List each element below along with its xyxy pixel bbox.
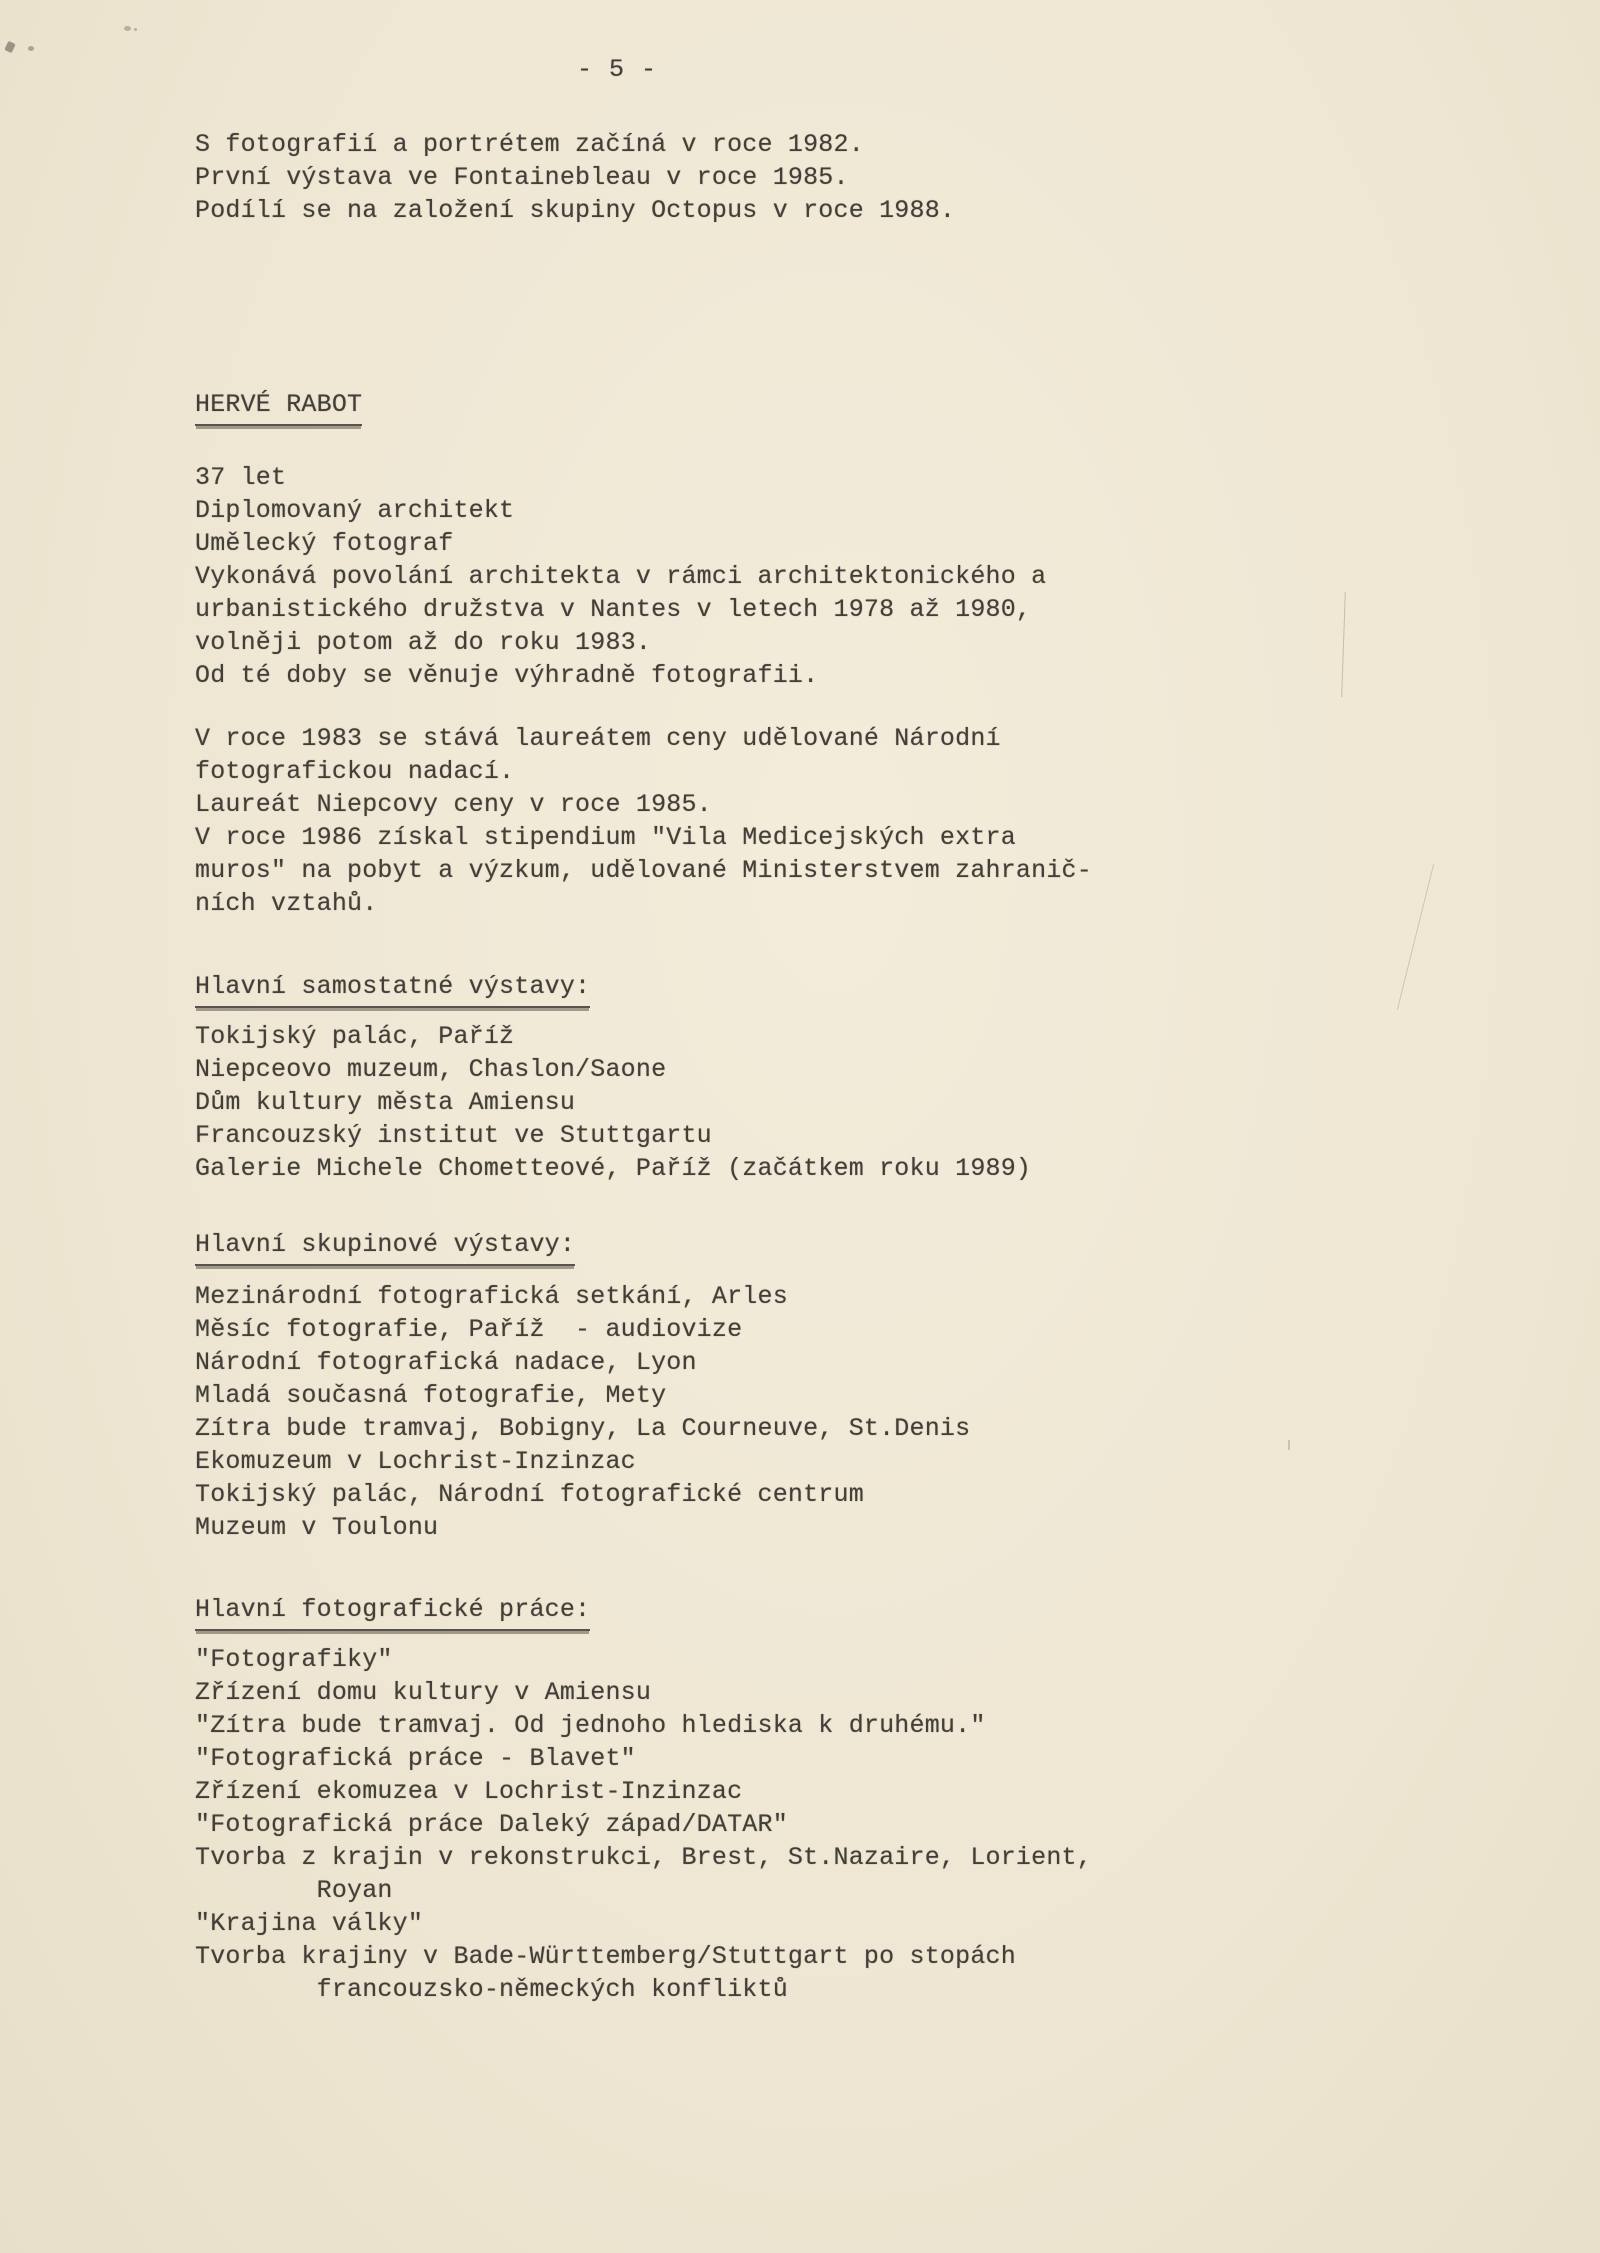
bio-paragraph [195,461,1046,692]
list-item: Francouzský institut ve Stuttgartu [195,1121,712,1150]
profile-heading: HERVÉ RABOT [195,388,362,426]
bio-line: Od té doby se věnuje výhradně fotografii. [195,661,819,690]
section-group-exhibitions-title-wrap [195,1228,575,1266]
intro-line: První výstava ve Fontainebleau v roce 1985. [195,163,849,192]
awards-line: V roce 1986 získal stipendium "Vila Medicejských extra [195,823,1016,852]
paper-crease [1341,592,1346,697]
awards-line: muros" na pobyt a výzkum, udělované Ministerstvem zahranič- [195,856,1092,885]
list-item: Národní fotografická nadace, Lyon [195,1348,697,1377]
list-item: Tokijský palác, Paříž [195,1022,515,1051]
paper-speck [124,26,131,31]
awards-paragraph [195,722,1092,920]
list-item: Mezinárodní fotografická setkání, Arles [195,1282,788,1311]
bio-line: volněji potom až do roku 1983. [195,628,652,657]
list-item: Royan [195,1876,393,1905]
section-solo-exhibitions-title-wrap [195,970,590,1008]
bio-line: Vykonává povolání architekta v rámci architektonického a [195,562,1047,591]
list-item: "Fotografická práce Daleký západ/DATAR" [195,1810,788,1839]
bio-line: Diplomovaný architekt [195,496,515,525]
list-item: Mladá současná fotografie, Mety [195,1381,667,1410]
section-solo-exhibitions-list [195,1020,1031,1185]
list-item: Tvorba krajiny v Bade-Württemberg/Stuttgart po stopách [195,1942,1016,1971]
awards-line: Laureát Niepcovy ceny v roce 1985. [195,790,712,819]
list-item: "Fotografická práce - Blavet" [195,1744,636,1773]
list-item: Zřízení domu kultury v Amiensu [195,1678,652,1707]
paper-crease [1288,1440,1290,1450]
list-item: Zítra bude tramvaj, Bobigny, La Courneuve, St.Denis [195,1414,971,1443]
list-item: Ekomuzeum v Lochrist-Inzinzac [195,1447,636,1476]
list-item: Tvorba z krajin v rekonstrukci, Brest, St.Nazaire, Lorient, [195,1843,1092,1872]
bio-line: 37 let [195,463,287,492]
list-item: "Fotografiky" [195,1645,393,1674]
list-item: "Krajina války" [195,1909,424,1938]
profile-heading-wrap [195,388,362,426]
list-item: Měsíc fotografie, Paříž - audiovize [195,1315,743,1344]
bio-line: Umělecký fotograf [195,529,454,558]
list-item: Zřízení ekomuzea v Lochrist-Inzinzac [195,1777,743,1806]
intro-line: S fotografií a portrétem začíná v roce 1982. [195,130,864,159]
awards-line: V roce 1983 se stává laureátem ceny udělované Národní [195,724,1001,753]
section-group-exhibitions-list [195,1280,970,1544]
section-solo-exhibitions-title: Hlavní samostatné výstavy: [195,970,590,1008]
awards-line: ních vztahů. [195,889,378,918]
paper-speck [28,46,34,51]
list-item: Galerie Michele Chometteové, Paříž (začátkem roku 1989) [195,1154,1032,1183]
list-item: Muzeum v Toulonu [195,1513,439,1542]
paper-speck [4,41,15,53]
page-number: - 5 - [577,55,658,84]
section-photographic-works-title: Hlavní fotografické práce: [195,1593,590,1631]
list-item: francouzsko-německých konfliktů [195,1975,788,2004]
list-item: Tokijský palác, Národní fotografické centrum [195,1480,864,1509]
list-item: Niepceovo muzeum, Chaslon/Saone [195,1055,667,1084]
intro-paragraph [195,128,955,227]
section-photographic-works-list [195,1643,1092,2006]
list-item: Dům kultury města Amiensu [195,1088,576,1117]
paper-crease [1397,864,1434,1010]
list-item: "Zítra bude tramvaj. Od jednoho hlediska k druhému." [195,1711,986,1740]
section-photographic-works-title-wrap [195,1593,590,1631]
section-group-exhibitions-title: Hlavní skupinové výstavy: [195,1228,575,1266]
awards-line: fotografickou nadací. [195,757,515,786]
intro-line: Podílí se na založení skupiny Octopus v roce 1988. [195,196,956,225]
bio-line: urbanistického družstva v Nantes v letech 1978 až 1980, [195,595,1032,624]
paper-speck [134,28,137,31]
